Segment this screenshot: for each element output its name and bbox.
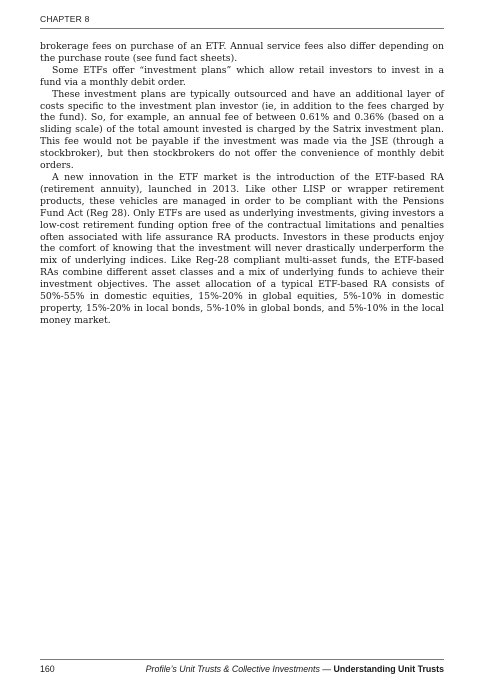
running-title [146,664,444,674]
footer-rule [40,659,444,660]
paragraph-3: These investment plans are typically outsourced and have an additional layer of costs specific to the investment plan investor (ie, in addition to the fees charged by the fund). So, for example, an annual fee of between 0.61% and 0.36% (based on a sliding scale) of the total amount invested is charged by the Satrix investment plan. This fee would not be payable if the investment was made via the JSE (through a stockbroker), but then stockbrokers do not offer the convenience of monthly debit orders. [40,88,444,172]
page-number: 160 [40,664,55,674]
header-rule [40,28,444,29]
book-subtitle: Understanding Unit Trusts [333,664,444,674]
book-title: Profile’s Unit Trusts & Collective Investments — [145,664,334,674]
page-body [40,41,444,327]
paragraph-4: A new innovation in the ETF market is the introduction of the ETF-based RA (retirement annuity), launched in 2013. Like other LISP or wrapper retirement products, these vehicles are managed in order to be compliant with the Pensions Fund Act (Reg 28). Only ETFs are used as underlying investments, giving investors a low-cost retirement funding option free of the contractual limitations and penalties often associated with life assurance RA products. Investors in these products enjoy the comfort of knowing that the investment will never drastically underperform the mix of underlying indices. Like Reg-28 compliant multi-asset funds, the ETF-based RAs combine different asset classes and a mix of underlying funds to achieve their investment objectives. The asset allocation of a typical ETF-based RA consists of 50%-55% in domestic equities, 15%-20% in global equities, 5%-10% in domestic property, 15%-20% in local bonds, 5%-10% in global bonds, and 5%-10% in the local money market. [40,171,444,326]
paragraph-2: Some ETFs offer “investment plans” which allow retail investors to invest in a fund via a monthly debit order. [40,64,444,88]
chapter-header: CHAPTER 8 [40,14,90,24]
page-footer [40,664,444,674]
paragraph-1: brokerage fees on purchase of an ETF. Annual service fees also differ depending on the purchase route (see fund fact sheets). [40,41,444,64]
